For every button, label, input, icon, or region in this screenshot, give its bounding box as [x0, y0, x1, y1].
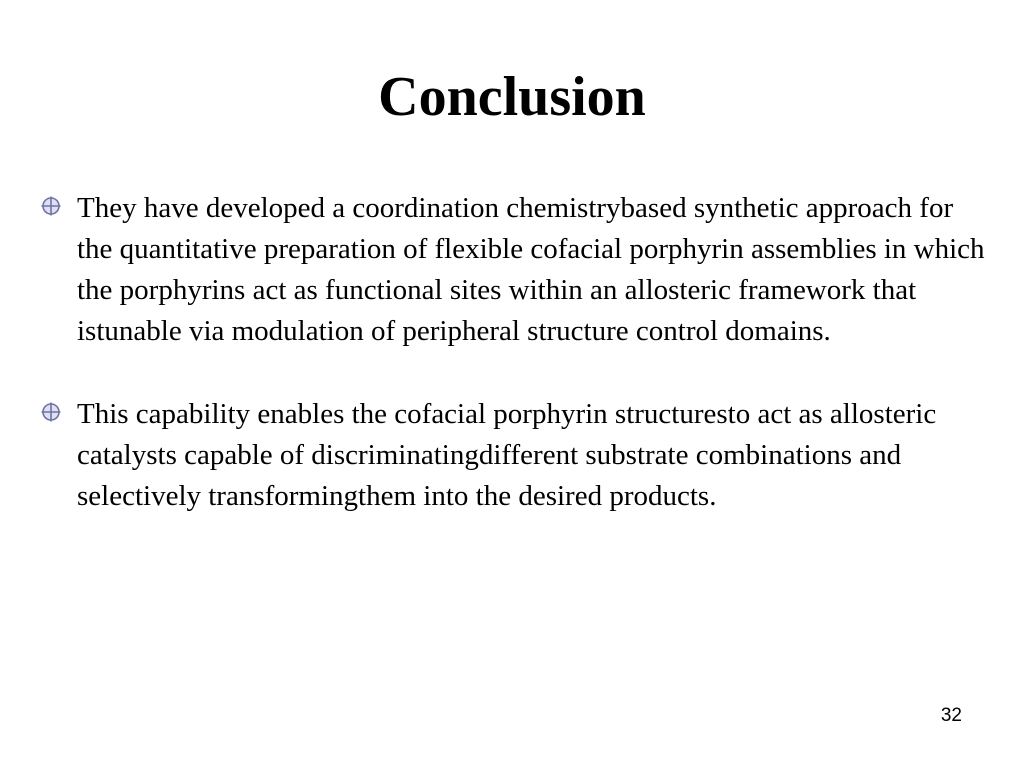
bullet-item — [40, 394, 990, 517]
bullet-item — [40, 188, 990, 352]
circle-crosshair-icon — [40, 195, 62, 217]
circle-crosshair-icon — [40, 401, 62, 423]
page-number: 32 — [940, 705, 962, 726]
bullet-text: This capability enables the cofacial porphyrin structuresto act as allosteric catalysts capable of discriminatingdifferent substrate combinations and selectively transformingthem into the desired products. — [77, 398, 937, 512]
slide-title: Conclusion — [378, 66, 646, 128]
bullet-list — [40, 188, 990, 559]
bullet-text: They have developed a coordination chemistrybased synthetic approach for the quantitative preparation of flexible cofacial porphyrin assemblies in which the porphyrins act as functional sites within an allosteric framework that istunable via modulation of peripheral structure control domains. — [77, 192, 985, 347]
